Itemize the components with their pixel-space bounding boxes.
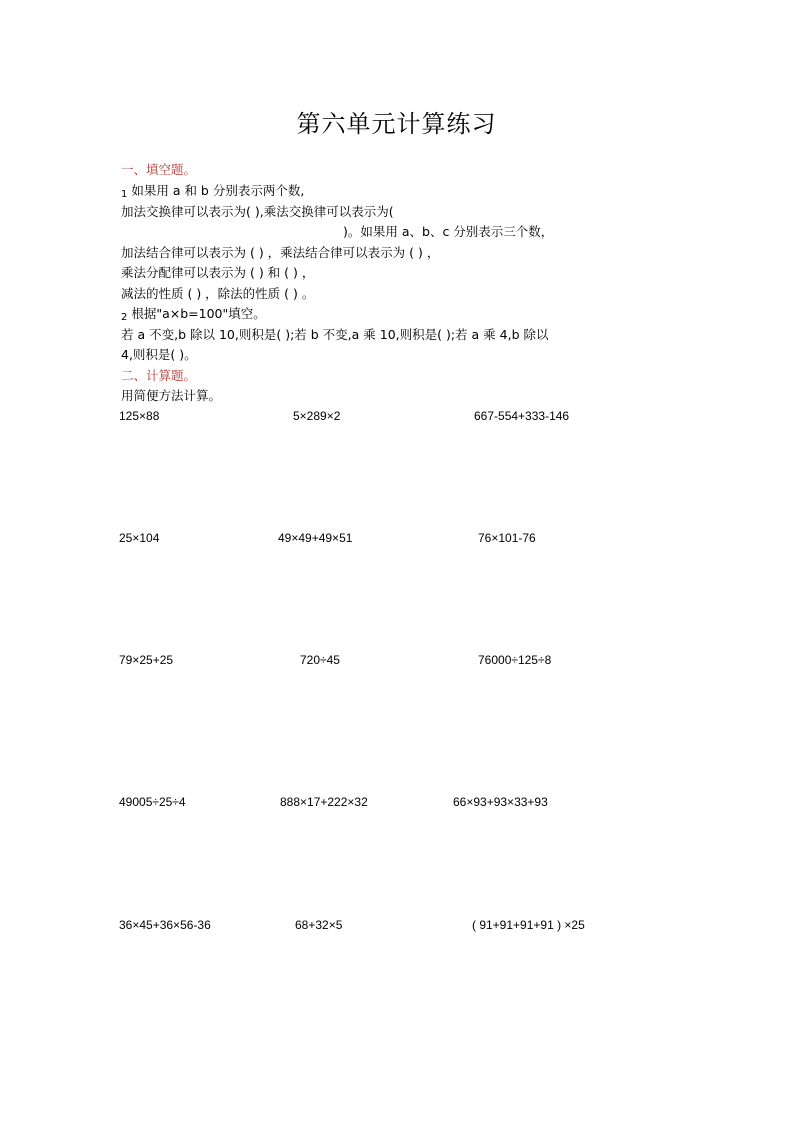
question-1-text: 如果用 a 和 b 分别表示两个数, bbox=[127, 183, 305, 198]
calc-problem: 720÷45 bbox=[300, 653, 340, 667]
calculation-instruction: 用简便方法计算。 bbox=[121, 388, 222, 403]
question-1-number: 1 bbox=[121, 189, 128, 200]
question-1-line-3: )。如果用 a、b、c 分别表示三个数， bbox=[343, 224, 554, 239]
question-2-line-3: 4,则积是( )。 bbox=[121, 347, 197, 362]
calc-problem: 36×45+36×56-36 bbox=[119, 918, 211, 932]
calc-problem: 79×25+25 bbox=[119, 653, 174, 667]
calc-problem: 49005÷25÷4 bbox=[119, 795, 186, 809]
calc-problem: 888×17+222×32 bbox=[280, 795, 368, 809]
question-2-text: 根据"a×b=100"填空。 bbox=[127, 306, 266, 321]
question-1-line-4: 加法结合律可以表示为 ( ) ，乘法结合律可以表示为 ( ) ， bbox=[121, 245, 440, 260]
section-heading-calculation: 二、计算题。 bbox=[121, 368, 197, 383]
section-heading-fill-blank: 一、填空题。 bbox=[121, 162, 197, 177]
calc-problem: ( 91+91+91+91 ) ×25 bbox=[472, 918, 585, 932]
calc-problem: 125×88 bbox=[119, 409, 160, 423]
calc-problem: 49×49+49×51 bbox=[278, 531, 353, 545]
question-1-line-6: 减法的性质 ( ) ，除法的性质 ( ) 。 bbox=[121, 286, 315, 301]
calc-problem: 66×93+93×33+93 bbox=[453, 795, 548, 809]
question-2-number: 2 bbox=[121, 312, 128, 323]
calc-problem: 76000÷125÷8 bbox=[478, 653, 552, 667]
calc-problem: 76×101-76 bbox=[478, 531, 536, 545]
calc-problem: 667-554+333-146 bbox=[474, 409, 570, 423]
calc-problem: 5×289×2 bbox=[293, 409, 341, 423]
page-title: 第六单元计算练习 bbox=[296, 110, 497, 138]
question-1-line-2: 加法交换律可以表示为( ),乘法交换律可以表示为( bbox=[121, 204, 394, 219]
question-2-line-1 bbox=[121, 304, 266, 323]
calc-problem: 25×104 bbox=[119, 531, 160, 545]
question-2-line-2: 若 a 不变,b 除以 10,则积是( );若 b 不变,a 乘 10,则积是( );若 a 乘 4,b 除以 bbox=[121, 327, 549, 342]
question-1-line-1 bbox=[121, 181, 304, 200]
calc-problem: 68+32×5 bbox=[295, 918, 343, 932]
question-1-line-5: 乘法分配律可以表示为 ( ) 和 ( ) ， bbox=[121, 265, 315, 280]
